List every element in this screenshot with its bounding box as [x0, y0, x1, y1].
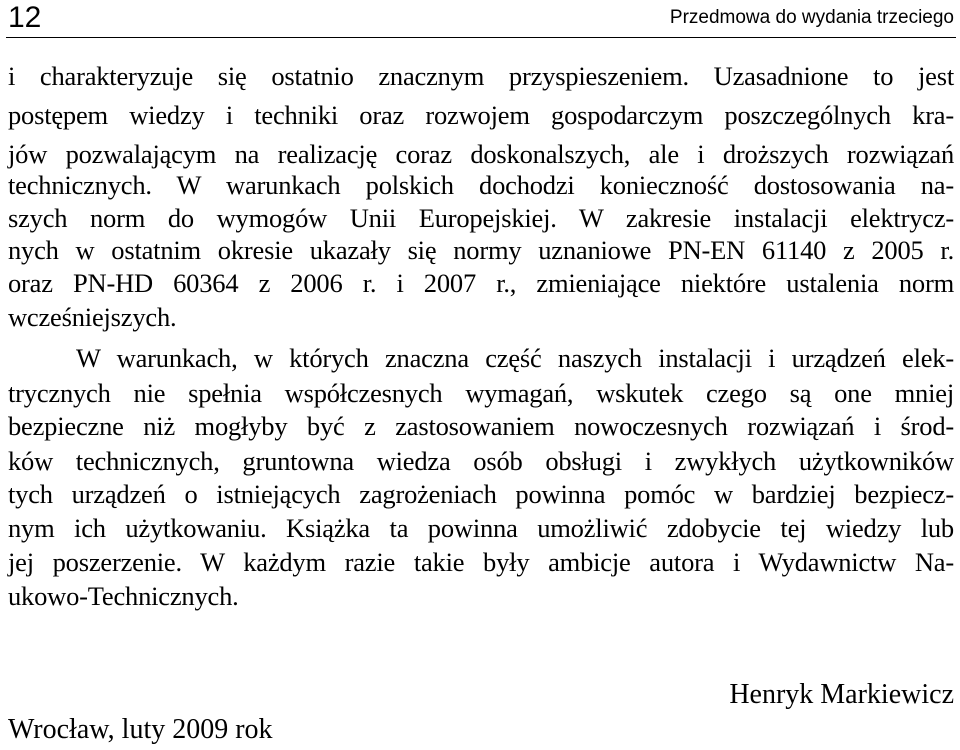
place-date: Wrocław, luty 2009 rok — [8, 714, 273, 745]
text-line: bezpieczne niż mogłyby być z zastosowaniem nowoczesnych rozwiązań i środ- — [8, 411, 954, 441]
text-line: nych w ostatnim okresie ukazały się normy uznaniowe PN-EN 61140 z 2005 r. — [8, 235, 954, 265]
text-line: ukowo-Technicznych. — [8, 581, 239, 611]
text-line: trycznych nie spełnia współczesnych wymagań, wskutek czego są one mniej — [8, 378, 954, 408]
running-header-title: Przedmowa do wydania trzeciego — [669, 7, 954, 28]
text-line: i charakteryzuje się ostatnio znacznym przyspieszeniem. Uzasadnione to jest — [8, 61, 954, 91]
author-signature: Henryk Markiewicz — [729, 679, 954, 710]
page-number: 12 — [8, 1, 42, 34]
text-line: wcześniejszych. — [8, 302, 177, 332]
text-line: nym ich użytkowaniu. Książka ta powinna umożliwić zdobycie tej wiedzy lub — [8, 513, 954, 543]
text-line: szych norm do wymogów Unii Europejskiej. W zakresie instalacji elektrycz- — [8, 203, 954, 233]
text-line: technicznych. W warunkach polskich dochodzi konieczność dostosowania na- — [8, 170, 954, 200]
header-rule — [6, 37, 956, 38]
text-line: oraz PN-HD 60364 z 2006 r. i 2007 r., zmieniające niektóre ustalenia norm — [8, 268, 954, 298]
text-line: postępem wiedzy i techniki oraz rozwojem gospodarczym poszczególnych kra- — [8, 100, 954, 130]
text-line: jów pozwalającym na realizację coraz doskonalszych, ale i droższych rozwiązań — [8, 139, 954, 169]
text-line: jej poszerzenie. W każdym razie takie były ambicje autora i Wydawnictw Na- — [8, 547, 954, 577]
text-line: ków technicznych, gruntowna wiedza osób obsługi i zwykłych użytkowników — [8, 446, 954, 476]
text-line: tych urządzeń o istniejących zagrożeniach powinna pomóc w bardziej bezpiecz- — [8, 479, 954, 509]
text-line: W warunkach, w których znaczna część naszych instalacji i urządzeń elek- — [76, 343, 954, 373]
